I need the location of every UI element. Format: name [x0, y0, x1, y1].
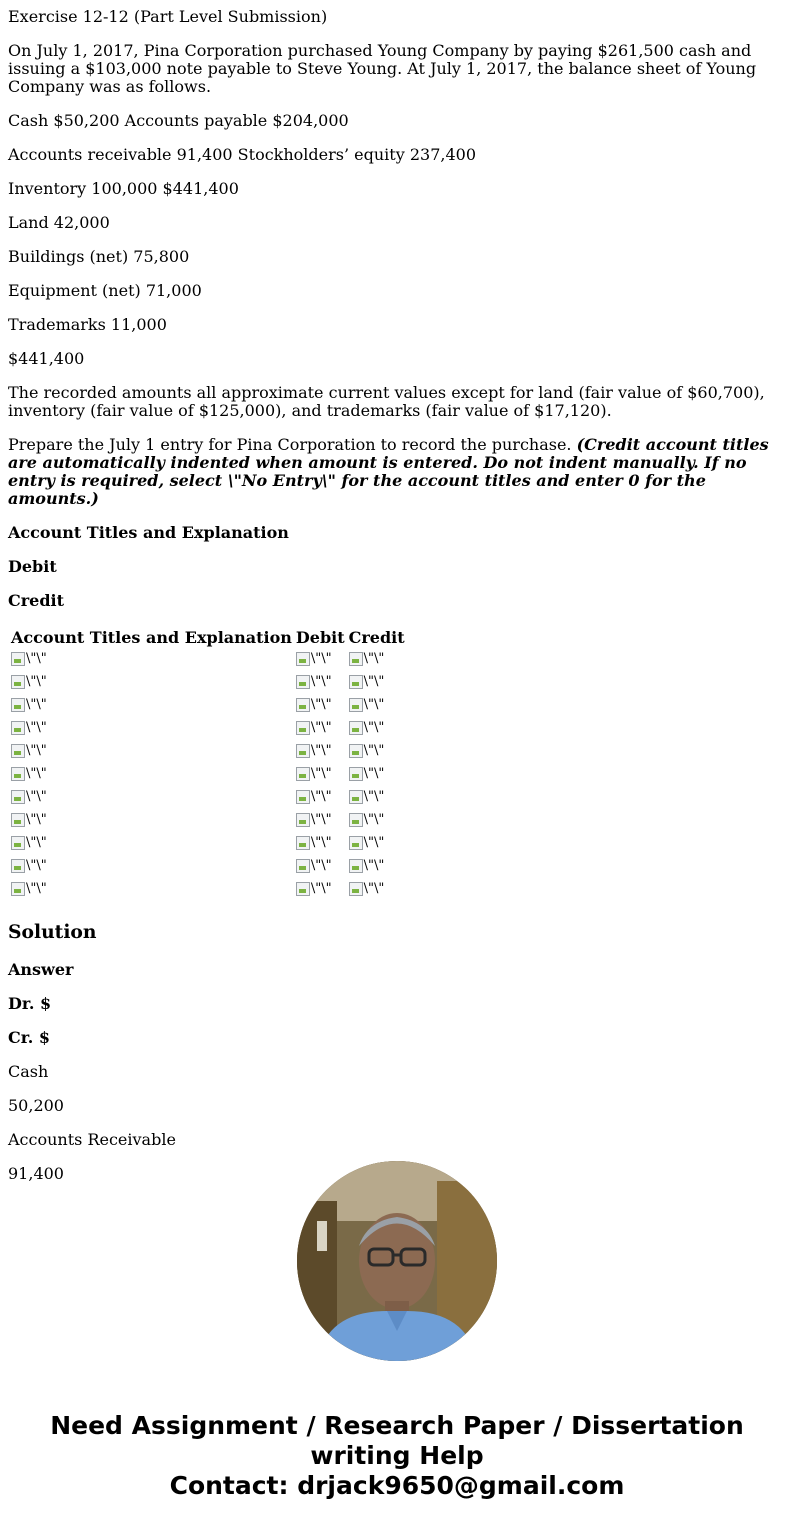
solution-account: Accounts Receivable: [8, 1130, 176, 1149]
broken-image-icon: [296, 721, 310, 735]
broken-image-icon: [296, 859, 310, 873]
broken-image-icon: [296, 698, 310, 712]
broken-image: [349, 674, 385, 690]
broken-image-alt: \"\": [363, 881, 385, 896]
document: [0, 8, 794, 1183]
journal-row: [10, 765, 406, 786]
journal-row: [10, 834, 406, 855]
broken-image-icon: [349, 744, 363, 758]
account-cell: [10, 788, 293, 809]
journal-row: [10, 788, 406, 809]
broken-image: [11, 835, 47, 851]
broken-image-alt: \"\": [26, 812, 47, 827]
broken-image: [296, 812, 332, 828]
broken-image: [11, 766, 47, 782]
broken-image-icon: [11, 744, 25, 758]
credit-cell: [348, 650, 406, 671]
balance-line: Inventory 100,000 $441,400: [8, 179, 239, 198]
broken-image-icon: [296, 744, 310, 758]
broken-image: [296, 697, 332, 713]
account-cell: [10, 880, 293, 901]
broken-image: [349, 858, 385, 874]
credit-cell: [348, 788, 406, 809]
broken-image-icon: [296, 675, 310, 689]
broken-image: [349, 812, 385, 828]
debit-cell: [295, 857, 346, 878]
credit-cell: [348, 742, 406, 763]
broken-image-icon: [349, 813, 363, 827]
balance-line: Cash $50,200 Accounts payable $204,000: [8, 111, 349, 130]
broken-image-alt: \"\": [310, 674, 332, 689]
broken-image-alt: \"\": [363, 720, 385, 735]
broken-image-alt: \"\": [26, 651, 47, 666]
column-header-account-titles: Account Titles and Explanation: [11, 628, 292, 647]
broken-image-icon: [349, 698, 363, 712]
broken-image-icon: [11, 859, 25, 873]
broken-image-icon: [349, 721, 363, 735]
broken-image-alt: \"\": [363, 789, 385, 804]
journal-row: [10, 719, 406, 740]
broken-image-icon: [296, 882, 310, 896]
broken-image: [296, 858, 332, 874]
broken-image-alt: \"\": [310, 858, 332, 873]
credit-cell: [348, 673, 406, 694]
debit-cell: [295, 834, 346, 855]
broken-image-icon: [11, 813, 25, 827]
journal-row: [10, 696, 406, 717]
debit-cell: [295, 696, 346, 717]
broken-image-icon: [296, 790, 310, 804]
column-header-credit: Credit: [348, 628, 405, 647]
broken-image-icon: [296, 813, 310, 827]
broken-image: [296, 720, 332, 736]
balance-line: Accounts receivable 91,400 Stockholders’ equity 237,400: [8, 145, 476, 164]
promo-line-2: writing Help: [310, 1441, 484, 1470]
broken-image-icon: [349, 675, 363, 689]
broken-image-alt: \"\": [26, 743, 47, 758]
broken-image: [11, 789, 47, 805]
solution-heading: Solution: [8, 921, 97, 943]
broken-image-alt: \"\": [310, 720, 332, 735]
account-cell: [10, 719, 293, 740]
avatar-illustration: [297, 1161, 497, 1361]
broken-image-icon: [349, 652, 363, 666]
broken-image: [349, 743, 385, 759]
broken-image-icon: [11, 652, 25, 666]
broken-image: [349, 766, 385, 782]
journal-row: [10, 880, 406, 901]
broken-image: [296, 881, 332, 897]
promo-banner: [0, 1411, 794, 1501]
broken-image-alt: \"\": [26, 674, 47, 689]
broken-image-alt: \"\": [310, 651, 332, 666]
broken-image: [349, 720, 385, 736]
heading-account-titles: Account Titles and Explanation: [8, 523, 289, 542]
broken-image: [11, 743, 47, 759]
instruction-note: (Credit account titles are automatically indented when amount is entered. Do not indent manually. If no entry is required, select \"No Entry\" for the account titles and enter 0 for the amounts.): [8, 435, 769, 508]
journal-row: [10, 742, 406, 763]
broken-image-alt: \"\": [26, 697, 47, 712]
broken-image-alt: \"\": [310, 835, 332, 850]
credit-cell: [348, 857, 406, 878]
broken-image-alt: \"\": [363, 766, 385, 781]
broken-image-alt: \"\": [363, 697, 385, 712]
balance-line: Buildings (net) 75,800: [8, 247, 190, 266]
journal-row: [10, 673, 406, 694]
broken-image: [349, 697, 385, 713]
broken-image-alt: \"\": [26, 766, 47, 781]
credit-cell: [348, 765, 406, 786]
instruction-text: Prepare the July 1 entry for Pina Corporation to record the purchase.: [8, 435, 572, 454]
account-cell: [10, 696, 293, 717]
broken-image: [11, 697, 47, 713]
broken-image-alt: \"\": [310, 812, 332, 827]
broken-image: [11, 674, 47, 690]
credit-label: Cr. $: [8, 1028, 50, 1047]
broken-image: [11, 651, 47, 667]
broken-image-icon: [11, 767, 25, 781]
broken-image: [296, 651, 332, 667]
debit-label: Dr. $: [8, 994, 52, 1013]
broken-image-alt: \"\": [363, 674, 385, 689]
broken-image-icon: [349, 790, 363, 804]
instruction-paragraph: [8, 436, 786, 508]
broken-image-alt: \"\": [310, 789, 332, 804]
credit-cell: [348, 880, 406, 901]
broken-image-icon: [11, 882, 25, 896]
debit-cell: [295, 673, 346, 694]
exercise-title: Exercise 12-12 (Part Level Submission): [8, 7, 328, 26]
avatar-photo: [297, 1161, 497, 1361]
account-cell: [10, 765, 293, 786]
account-cell: [10, 811, 293, 832]
balance-line: Equipment (net) 71,000: [8, 281, 202, 300]
promo-line-1: Need Assignment / Research Paper / Dissertation: [50, 1411, 744, 1440]
solution-amount: 91,400: [8, 1164, 64, 1183]
column-header-debit: Debit: [295, 628, 345, 647]
broken-image: [349, 835, 385, 851]
broken-image-icon: [11, 698, 25, 712]
broken-image-alt: \"\": [363, 835, 385, 850]
broken-image-icon: [11, 675, 25, 689]
fair-values-note: The recorded amounts all approximate current values except for land (fair value of $60,700), inventory (fair value of $125,000), and trademarks (fair value of $17,120).: [8, 383, 765, 420]
broken-image-alt: \"\": [363, 858, 385, 873]
broken-image-alt: \"\": [26, 858, 47, 873]
solution-account: Cash: [8, 1062, 49, 1081]
broken-image-alt: \"\": [363, 812, 385, 827]
broken-image-icon: [349, 836, 363, 850]
account-cell: [10, 857, 293, 878]
broken-image: [349, 789, 385, 805]
debit-cell: [295, 742, 346, 763]
broken-image-alt: \"\": [26, 789, 47, 804]
broken-image-icon: [11, 790, 25, 804]
balance-line: $441,400: [8, 349, 85, 368]
broken-image: [296, 789, 332, 805]
broken-image: [11, 858, 47, 874]
debit-cell: [295, 719, 346, 740]
broken-image-alt: \"\": [26, 720, 47, 735]
broken-image-alt: \"\": [26, 835, 47, 850]
debit-cell: [295, 811, 346, 832]
broken-image-alt: \"\": [310, 743, 332, 758]
broken-image: [11, 720, 47, 736]
broken-image: [11, 881, 47, 897]
broken-image: [349, 881, 385, 897]
promo-contact: Contact: drjack9650@gmail.com: [169, 1471, 625, 1500]
journal-row: [10, 650, 406, 671]
broken-image-alt: \"\": [363, 651, 385, 666]
exercise-intro: On July 1, 2017, Pina Corporation purchased Young Company by paying $261,500 cash and issuing a $103,000 note payable to Steve Young. At July 1, 2017, the balance sheet of Young Company was as follows.: [8, 41, 757, 96]
debit-cell: [295, 765, 346, 786]
broken-image: [11, 812, 47, 828]
debit-cell: [295, 880, 346, 901]
broken-image-icon: [296, 652, 310, 666]
balance-line: Land 42,000: [8, 213, 110, 232]
account-cell: [10, 742, 293, 763]
journal-entry-table: [8, 626, 408, 903]
solution-amount: 50,200: [8, 1096, 64, 1115]
debit-cell: [295, 788, 346, 809]
journal-row: [10, 811, 406, 832]
broken-image: [296, 766, 332, 782]
broken-image-icon: [11, 721, 25, 735]
journal-body: [10, 650, 406, 901]
credit-cell: [348, 696, 406, 717]
account-cell: [10, 673, 293, 694]
broken-image-alt: \"\": [363, 743, 385, 758]
journal-row: [10, 857, 406, 878]
account-cell: [10, 834, 293, 855]
broken-image: [296, 835, 332, 851]
debit-cell: [295, 650, 346, 671]
broken-image: [349, 651, 385, 667]
broken-image-alt: \"\": [26, 881, 47, 896]
broken-image-alt: \"\": [310, 766, 332, 781]
heading-debit: Debit: [8, 557, 57, 576]
broken-image-icon: [349, 859, 363, 873]
broken-image-icon: [349, 882, 363, 896]
credit-cell: [348, 811, 406, 832]
heading-credit: Credit: [8, 591, 64, 610]
broken-image-icon: [296, 836, 310, 850]
answer-label: Answer: [8, 960, 74, 979]
broken-image: [296, 743, 332, 759]
credit-cell: [348, 834, 406, 855]
broken-image-alt: \"\": [310, 881, 332, 896]
journal-header-row: [10, 628, 406, 648]
broken-image-icon: [296, 767, 310, 781]
broken-image-icon: [11, 836, 25, 850]
credit-cell: [348, 719, 406, 740]
broken-image-alt: \"\": [310, 697, 332, 712]
broken-image-icon: [349, 767, 363, 781]
broken-image: [296, 674, 332, 690]
balance-line: Trademarks 11,000: [8, 315, 167, 334]
account-cell: [10, 650, 293, 671]
